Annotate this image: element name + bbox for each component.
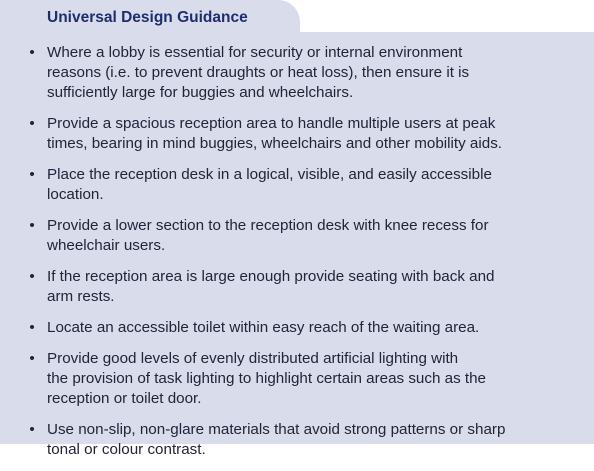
guidance-item-text: Use non-slip, non-glare materials that avoid strong patterns or sharp — [47, 421, 506, 438]
guidance-item — [0, 349, 594, 409]
guidance-item-text: Provide a spacious reception area to handle multiple users at peak — [47, 115, 496, 132]
guidance-item-text: If the reception area is large enough provide seating with back and — [47, 268, 495, 285]
guidance-item-text: the provision of task lighting to highlight certain areas such as the — [47, 370, 487, 387]
guidance-item-text: arm rests. — [47, 288, 115, 305]
guidance-item-text: Place the reception desk in a logical, visible, and easily accessible — [47, 166, 492, 183]
guidance-item — [0, 216, 594, 256]
guidance-item — [0, 318, 594, 338]
guidance-item — [0, 267, 594, 307]
guidance-item — [0, 420, 594, 460]
guidance-item-text: sufficiently large for buggies and wheelchairs. — [47, 84, 354, 101]
guidance-title: Universal Design Guidance — [47, 9, 248, 26]
guidance-item — [0, 43, 594, 103]
bullet-icon: • — [29, 115, 35, 132]
guidance-item-text: times, bearing in mind buggies, wheelchairs and other mobility aids. — [47, 135, 503, 152]
bullet-icon: • — [29, 166, 35, 183]
guidance-item-text: tonal or colour contrast. — [47, 441, 206, 458]
guidance-item-text: Locate an accessible toilet within easy reach of the waiting area. — [47, 319, 480, 336]
bullet-icon: • — [29, 319, 35, 336]
bullet-icon: • — [29, 268, 35, 285]
guidance-item — [0, 165, 594, 205]
guidance-item-text: location. — [47, 186, 104, 203]
guidance-list — [0, 43, 594, 471]
guidance-item-text: wheelchair users. — [47, 237, 166, 254]
bullet-icon: • — [29, 350, 35, 367]
guidance-item-text: Provide a lower section to the reception desk with knee recess for — [47, 217, 489, 234]
guidance-item-text: reception or toilet door. — [47, 390, 202, 407]
bullet-icon: • — [29, 421, 35, 438]
bullet-icon: • — [29, 217, 35, 234]
guidance-item-text: Where a lobby is essential for security or internal environment — [47, 44, 463, 61]
guidance-item-text: reasons (i.e. to prevent draughts or heat loss), then ensure it is — [47, 64, 470, 81]
guidance-item-text: Provide good levels of evenly distributed artificial lighting with — [47, 350, 459, 367]
guidance-item — [0, 114, 594, 154]
bullet-icon: • — [29, 44, 35, 61]
